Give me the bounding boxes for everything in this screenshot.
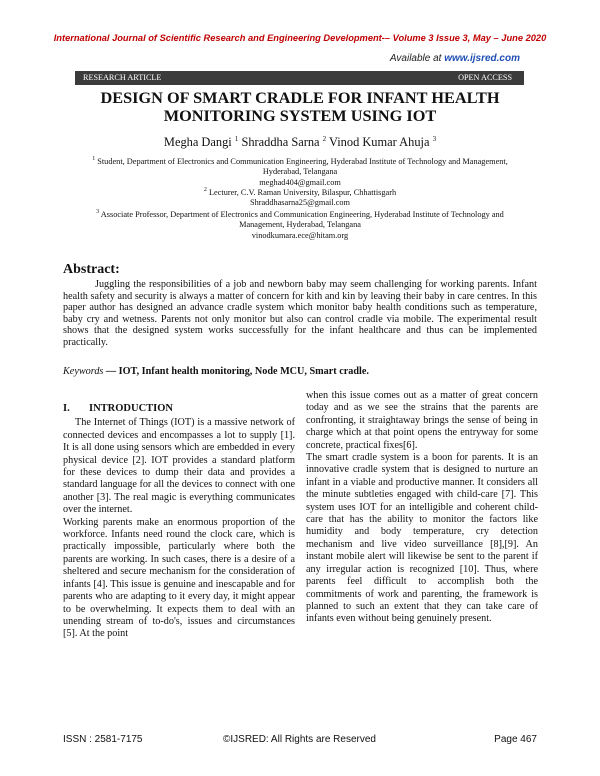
paragraph: Working parents make an enormous proportion of the workforce. Infants need round the clock care, which is practically impossible, particularly where both the parents are working. In such cases, there is a desire of a sheltered and secure mechanism for the consideration of infants [4]. This issue is genuine and inescapable and for parents who are adapting to it every day, it might appear to be overwhelming. It expects them to deal with an unending stream of to-do's, issues and circumstances [5]. At the point [63, 516, 295, 640]
author-name: Megha Dangi [163, 135, 232, 150]
keywords-list: IOT, Infant health monitoring, Node MCU, Smart cradle. [118, 366, 369, 377]
affiliation-sup: 3 [96, 209, 100, 215]
footer-rights: ©IJSRED: All Rights are Reserved [223, 734, 376, 745]
abstract-heading: Abstract: [63, 262, 120, 277]
footer-issn: ISSN : 2581-7175 [63, 734, 143, 745]
left-column [63, 403, 295, 641]
available-label: Available at [389, 53, 442, 64]
right-column [306, 390, 538, 626]
author-name: Vinod Kumar Ahuja [329, 135, 430, 150]
research-article-label: RESEARCH ARTICLE [83, 73, 162, 82]
paragraph: The Internet of Things (IOT) is a massive network of connected devices and encompasses a lot to supply [1]. It is all done using sensors which are embedded in every physical device [2]. IOT provides a standard platform for these devices to dump their data and provides a standard language for all the devices to connect with one another [3]. The real magic is everything communicates over the internet. [63, 417, 295, 516]
keywords-label: Keywords [63, 366, 104, 377]
affiliation-email: Shraddhasarna25@gmail.com [249, 198, 351, 208]
affiliation-line: Lecturer, C.V. Raman University, Bilaspur, Chhattisgarh [208, 187, 397, 197]
author-name: Shraddha Sarna [241, 135, 320, 150]
affiliation-line: Hyderabad, Telangana [262, 167, 338, 177]
article-banner [75, 71, 524, 85]
abstract-text: Juggling the responsibilities of a job and newborn baby may seem challenging for working parents. Infant health safety and security is always a matter of concern for kith and kin by leaving their baby in care centres. In this paper author has designed an advance cradle system which monitor baby health conditions such as temperature, baby cry and wetness. Parents not only monitor but also can control cradle via mobile. The experimental result shows that the designed system works successfully for the infant healthcare and thus can be implemented practically. [63, 279, 537, 348]
paragraph: The smart cradle system is a boon for parents. It is an innovative cradle system that is designed to nurture an infant in a viable and productive manner. It considers all the minute subtleties engaged with child-care [7]. This system uses IOT for an intelligible and coherent child-care that has the ability to monitor the factors like humidity and body temperature, cry detection mechanism and live video surveillance [8],[9]. An instant mobile alert will likewise be sent to the parent if any irregular action is recognized [10]. Thus, where parents feel difficult to accomplish both the commitments of work and parenting, the framework is planned to such an extent that they can take care of infants even without being genuinely present. [306, 452, 538, 625]
affiliation-sup: 2 [203, 187, 207, 193]
affiliation-1 [60, 154, 540, 188]
affiliation-2 [60, 185, 540, 209]
open-access-label: OPEN ACCESS [458, 73, 512, 82]
author-sup: 3 [432, 135, 437, 143]
section-number: I. [63, 403, 70, 414]
affiliation-line: Associate Professor, Department of Electronics and Communication Engineering, Hyderabad Institute of Technology and [100, 209, 504, 219]
author-sup: 2 [322, 135, 327, 143]
section-heading [63, 403, 295, 415]
journal-url-link[interactable]: www.ijsred.com [444, 53, 520, 64]
paper-title-line-1: DESIGN OF SMART CRADLE FOR INFANT HEALTH [100, 88, 500, 107]
affiliation-sup: 1 [92, 156, 96, 162]
keywords-separator: — [103, 366, 119, 377]
page-footer [63, 734, 537, 746]
availability-line [390, 53, 520, 64]
paper-title [60, 89, 540, 125]
author-list [60, 135, 540, 150]
affiliation-3 [60, 207, 540, 241]
section-title: INTRODUCTION [89, 403, 174, 414]
affiliation-email: meghad404@gmail.com [259, 177, 341, 187]
paper-title-line-2: MONITORING SYSTEM USING IOT [163, 106, 437, 125]
affiliation-line: Management, Hyderabad, Telangana [239, 220, 361, 230]
footer-page-number: Page 467 [494, 734, 537, 745]
affiliation-email: vinodkumara.ece@hitam.org [251, 230, 349, 240]
journal-title: International Journal of Scientific Research and Engineering Development-– Volume 3 Issue 3, May – June 2020 [53, 33, 547, 43]
keywords-line [63, 366, 537, 377]
author-sup: 1 [234, 135, 239, 143]
paragraph: when this issue comes out as a matter of great concern today and as we see the strains that the parents are confronting, it straightaway brings the sense of being in charge which at that point opens the entryway for some concrete, practical fixes[6]. [306, 390, 538, 451]
affiliation-line: Student, Department of Electronics and Communication Engineering, Hyderabad Institute of Technology and Management, [97, 156, 508, 166]
